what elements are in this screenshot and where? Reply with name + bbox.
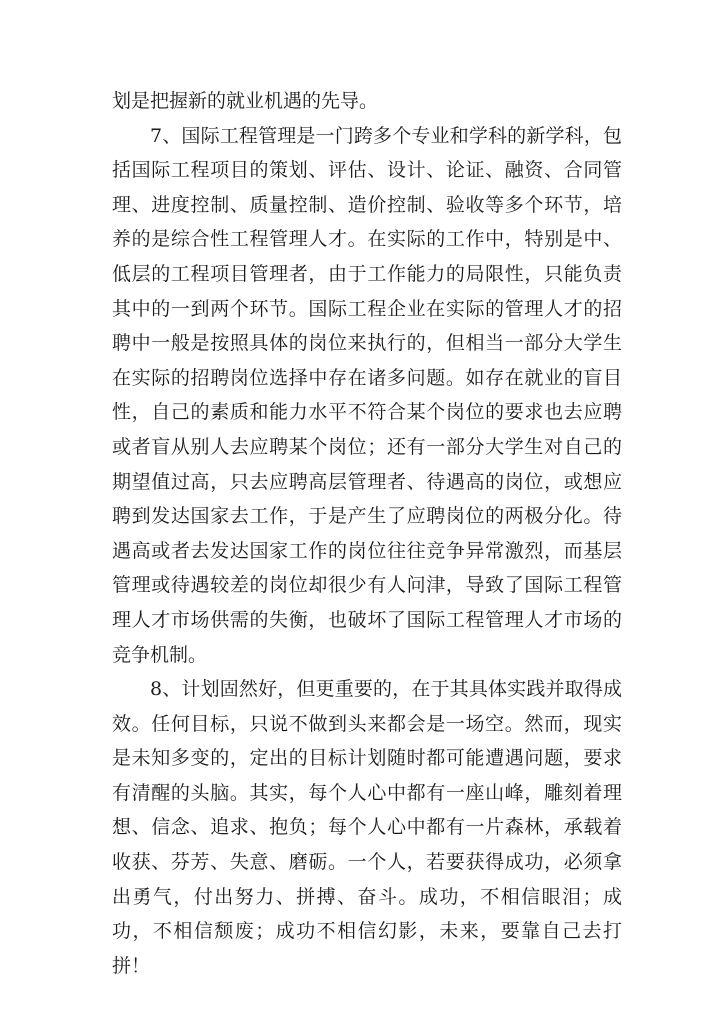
document-page xyxy=(112,84,622,983)
paragraph-7: 7、国际工程管理是一门跨多个专业和学科的新学科，包括国际工程项目的策划、评估、设计、论证、融资、合同管理、进度控制、质量控制、造价控制、验收等多个环节，培养的是综合性工程管理人才。在实际的工作中，特别是中、低层的工程项目管理者，由于工作能力的局限性，只能负责其中的一到两个环节。国际工程企业在实际的管理人才的招聘中一般是按照具体的岗位来执行的，但相当一部分大学生在实际的招聘岗位选择中存在诸多问题。如存在就业的盲目性，自己的素质和能力水平不符合某个岗位的要求也去应聘或者盲从别人去应聘某个岗位；还有一部分大学生对自己的期望值过高，只去应聘高层管理者、待遇高的岗位，或想应聘到发达国家去工作，于是产生了应聘岗位的两极分化。待遇高或者去发达国家工作的岗位往往竞争异常激烈，而基层管理或待遇较差的岗位却很少有人问津，导致了国际工程管理人才市场供需的失衡，也破坏了国际工程管理人才市场的竞争机制。 xyxy=(112,124,622,666)
paragraph-8: 8、计划固然好，但更重要的，在于其具体实践并取得成效。任何目标，只说不做到头来都会是一场空。然而，现实是未知多变的，定出的目标计划随时都可能遭遇问题，要求有清醒的头脑。其实，每个人心中都有一座山峰，雕刻着理想、信念、追求、抱负；每个人心中都有一片森林，承载着收获、芬芳、失意、磨砺。一个人，若要获得成功，必须拿出勇气，付出努力、拼搏、奋斗。成功，不相信眼泪；成功，不相信颓废；成功不相信幻影，未来，要靠自己去打拼！ xyxy=(112,678,622,977)
paragraph-continuation: 划是把握新的就业机遇的先导。 xyxy=(112,90,379,112)
